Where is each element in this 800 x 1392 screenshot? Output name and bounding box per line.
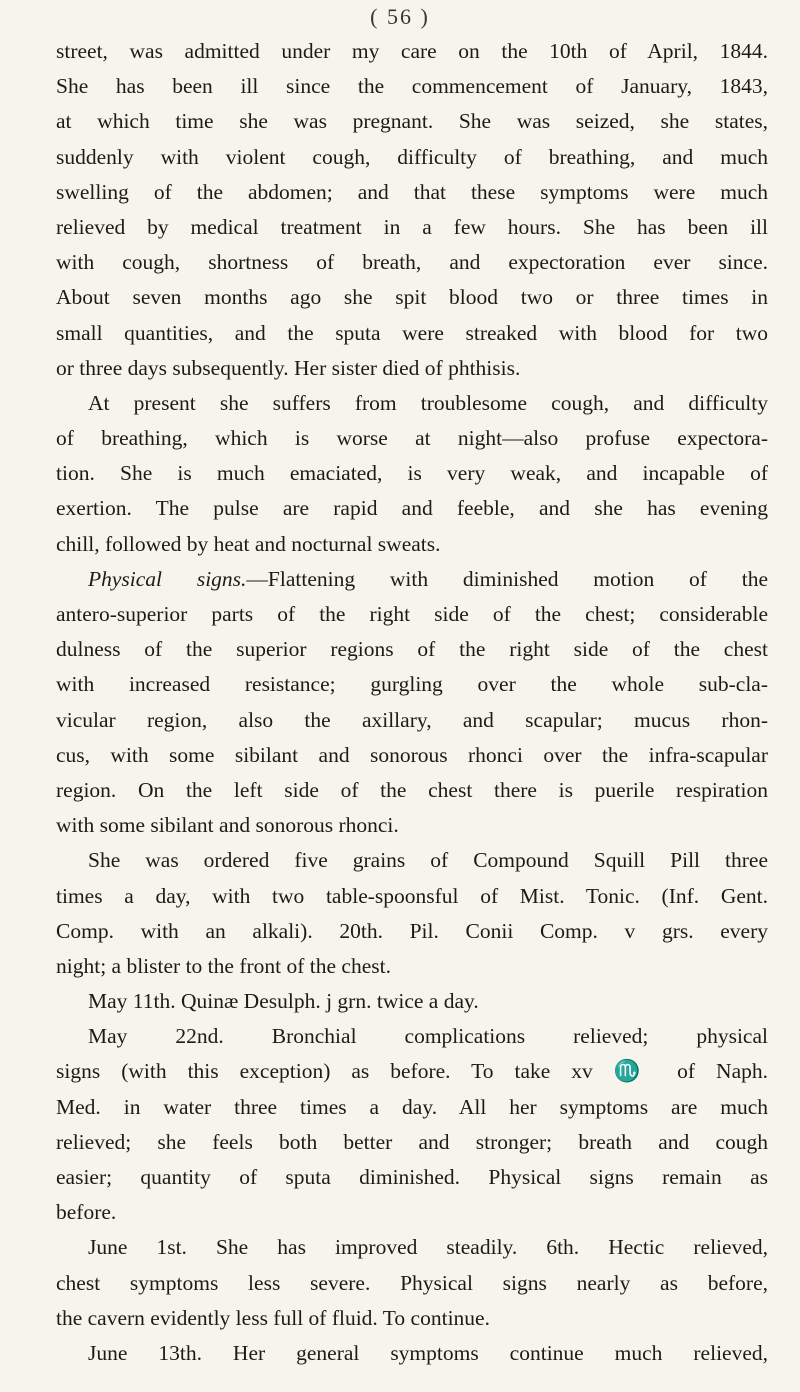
line-text: cus, with some sibilant and sonorous rhonci over the infra-scapular <box>56 742 768 767</box>
line-text: relieved by medical treatment in a few hours. She has been ill <box>56 214 768 239</box>
body-text <box>56 34 768 1371</box>
text-line <box>56 667 768 702</box>
line-text: Med. in water three times a day. All her symptoms are much <box>56 1094 768 1119</box>
text-line <box>56 1301 768 1336</box>
line-text: chest symptoms less severe. Physical signs nearly as before, <box>56 1270 768 1295</box>
text-line <box>56 949 768 984</box>
page-number: ( 56 ) <box>370 4 430 29</box>
text-line <box>56 1054 768 1089</box>
line-text: or three days subsequently. Her sister died of phthisis. <box>56 355 521 380</box>
text-line <box>56 1019 768 1054</box>
line-text: times a day, with two table-spoonsful of Mist. Tonic. (Inf. Gent. <box>56 883 768 908</box>
line-text: swelling of the abdomen; and that these symptoms were much <box>56 179 768 204</box>
line-text: small quantities, and the sputa were streaked with blood for two <box>56 320 768 345</box>
text-line <box>56 597 768 632</box>
text-line <box>56 984 768 1019</box>
text-line <box>56 210 768 245</box>
text-line <box>56 1266 768 1301</box>
line-text: region. On the left side of the chest there is puerile respiration <box>56 777 768 802</box>
line-text: May 11th. Quinæ Desulph. j grn. twice a day. <box>88 989 479 1014</box>
text-line <box>56 632 768 667</box>
text-line <box>56 738 768 773</box>
text-line <box>56 34 768 69</box>
line-text: exertion. The pulse are rapid and feeble, and she has evening <box>56 496 768 521</box>
text-line <box>56 773 768 808</box>
text-line <box>56 562 768 597</box>
line-text: signs (with this exception) as before. To take xv ♏ of Naph. <box>56 1059 768 1084</box>
line-text: —Flattening with diminished motion of the <box>246 566 768 591</box>
line-text: with cough, shortness of breath, and expectoration ever since. <box>56 250 768 275</box>
text-line <box>56 386 768 421</box>
line-text: the cavern evidently less full of fluid. To continue. <box>56 1305 490 1330</box>
text-line <box>56 245 768 280</box>
text-line <box>56 527 768 562</box>
line-text: with some sibilant and sonorous rhonci. <box>56 813 399 838</box>
text-line <box>56 456 768 491</box>
line-text: night; a blister to the front of the chest. <box>56 953 391 978</box>
line-text: dulness of the superior regions of the right side of the chest <box>56 637 768 662</box>
line-text: At present she suffers from troublesome cough, and difficulty <box>88 390 768 415</box>
line-text: antero-superior parts of the right side of the chest; considerable <box>56 602 768 626</box>
text-line <box>56 1125 768 1160</box>
line-text: before. <box>56 1200 117 1225</box>
text-line <box>56 808 768 843</box>
text-line <box>56 491 768 526</box>
text-line <box>56 703 768 738</box>
text-line <box>56 421 768 456</box>
text-line <box>56 1336 768 1371</box>
line-text: relieved; she feels both better and stronger; breath and cough <box>56 1129 768 1154</box>
line-text: of breathing, which is worse at night—also profuse expectora- <box>56 426 768 451</box>
text-line <box>56 1230 768 1265</box>
text-line <box>56 914 768 949</box>
line-text: chill, followed by heat and nocturnal sweats. <box>56 531 441 556</box>
text-line <box>56 843 768 878</box>
line-text: with increased resistance; gurgling over the whole sub-cla- <box>56 672 768 697</box>
text-line <box>56 104 768 139</box>
text-line <box>56 140 768 175</box>
line-text: Comp. with an alkali). 20th. Pil. Conii Comp. v grs. every <box>56 918 768 943</box>
line-text: She was ordered five grains of Compound Squill Pill three <box>88 848 768 873</box>
line-text: easier; quantity of sputa diminished. Physical signs remain as <box>56 1165 768 1189</box>
line-text: June 1st. She has improved steadily. 6th. Hectic relieved, <box>88 1235 768 1260</box>
text-line <box>56 1090 768 1125</box>
text-line <box>56 175 768 210</box>
line-text: May 22nd. Bronchial complications relieved; physical <box>88 1024 768 1049</box>
line-text: She has been ill since the commencement of January, 1843, <box>56 74 768 99</box>
text-line <box>56 1160 768 1195</box>
text-line <box>56 1195 768 1230</box>
text-line <box>56 879 768 914</box>
line-text: street, was admitted under my care on the 10th of April, 1844. <box>56 39 768 63</box>
italic-heading: Physical signs. <box>88 566 247 591</box>
line-text: June 13th. Her general symptoms continue much relieved, <box>88 1340 768 1365</box>
line-text: vicular region, also the axillary, and scapular; mucus rhon- <box>56 707 768 732</box>
line-text: About seven months ago she spit blood two or three times in <box>56 285 768 310</box>
text-line <box>56 351 768 386</box>
text-line <box>56 316 768 351</box>
line-text: at which time she was pregnant. She was seized, she states, <box>56 109 768 134</box>
line-text: tion. She is much emaciated, is very weak, and incapable of <box>56 461 768 486</box>
text-line <box>56 280 768 315</box>
text-line <box>56 69 768 104</box>
line-text: suddenly with violent cough, difficulty of breathing, and much <box>56 144 768 169</box>
